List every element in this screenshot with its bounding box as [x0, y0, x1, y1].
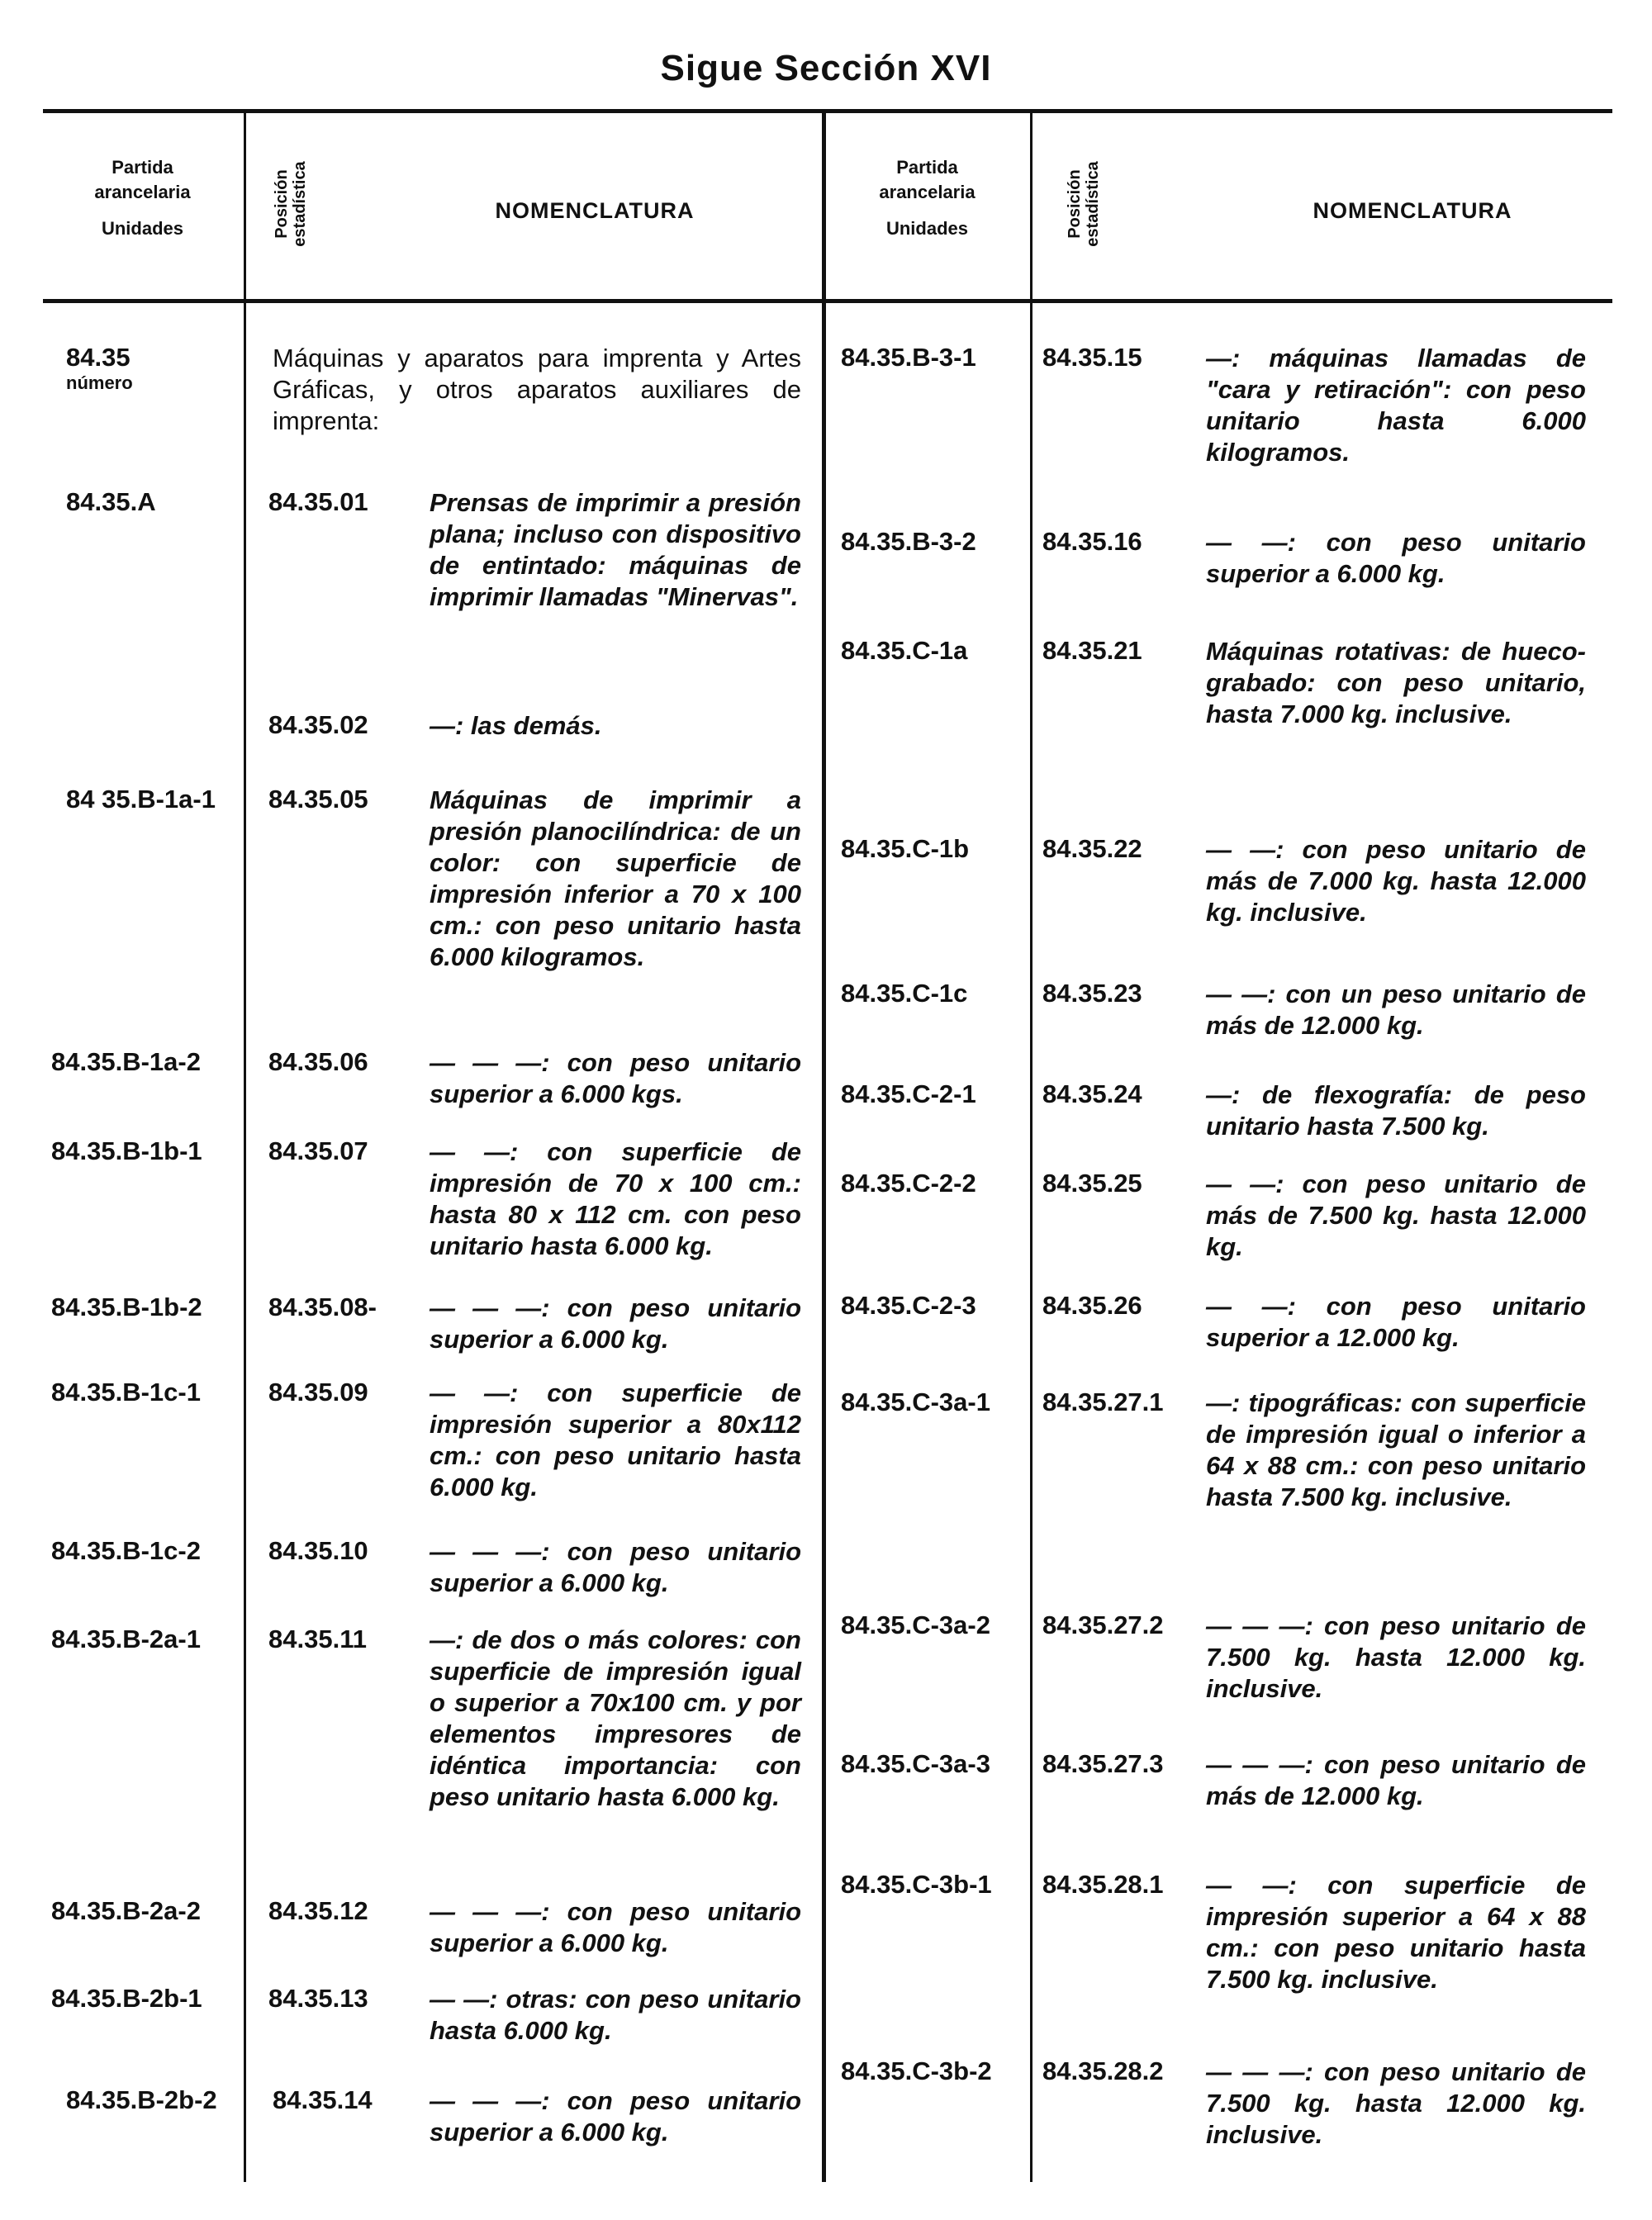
partida-code: 84.35.B-1c-2 [51, 1536, 201, 1565]
posicion-code: 84.35.23 [1042, 979, 1142, 1008]
nomenclatura-text: Prensas de imprimir a presión plana; incluso con dispositivo de entintado: máquinas de imprimir llamadas "Minervas". [430, 488, 801, 611]
posicion-code: 84.35.06 [268, 1047, 368, 1076]
partida-code: 84.35.B-2b-2 [66, 2085, 217, 2114]
posicion-code: 84.35.27.2 [1042, 1610, 1164, 1639]
partida-code: 84.35.B-2a-2 [51, 1896, 201, 1925]
posicion-code: 84.35.27.3 [1042, 1749, 1164, 1778]
partida-code: 84.35.B-1c-1 [51, 1378, 201, 1406]
nomenclatura-text: — — —: con peso unitario superior a 6.000 kg. [430, 1293, 801, 1354]
partida-code: 84.35.B-1b-1 [51, 1136, 202, 1165]
nomenclatura-text: Máquinas rotativas: de hueco-grabado: con peso unitario, hasta 7.000 kg. inclusive. [1206, 637, 1586, 728]
nomenclatura-text: — —: con peso unitario de más de 7.000 kg. hasta 12.000 kg. inclusive. [1206, 835, 1586, 927]
nomenclatura-text: — —: con superficie de impresión superior a 64 x 88 cm.: con peso unitario hasta 7.500 kg. inclusive. [1206, 1871, 1586, 1994]
partida-code: 84.35.C-3a-3 [841, 1749, 990, 1778]
header-posicion: Posición estadística [1066, 161, 1102, 247]
partida-code: 84.35 número [66, 343, 133, 393]
nomenclatura-text: —: de dos o más colores: con superficie de impresión igual o superior a 70x100 cm. y por elementos impresores de idéntica importancia: con peso unitario hasta 6.000 kg. [430, 1625, 801, 1811]
nomenclatura-text: —: tipográficas: con superficie de impresión igual o inferior a 64 x 88 cm.: con peso unitario hasta 7.500 kg. inclusive. [1206, 1388, 1586, 1511]
partida-code: 84.35.C-2-3 [841, 1291, 976, 1320]
posicion-code: 84.35.07 [268, 1136, 368, 1165]
partida-code: 84.35.B-3-2 [841, 527, 976, 556]
nomenclatura-text: — — —: con peso unitario de 7.500 kg. hasta 12.000 kg. inclusive. [1206, 2057, 1586, 2149]
posicion-code: 84.35.15 [1042, 343, 1142, 372]
header-bottom-rule [43, 299, 1612, 303]
header-nomenclatura: NOMENCLATURA [495, 198, 695, 223]
partida-code: 84.35.C-2-1 [841, 1079, 976, 1108]
partida-code: 84.35.C-1a [841, 636, 968, 665]
posicion-code: 84.35.26 [1042, 1291, 1142, 1320]
partida-code: 84.35.C-1c [841, 979, 968, 1008]
partida-code: 84.35.C-3a-2 [841, 1610, 990, 1639]
posicion-code: 84.35.02 [268, 710, 368, 739]
partida-code: 84.35.C-1b [841, 834, 970, 863]
nomenclatura-text: — —: con peso unitario superior a 12.000 kg. [1206, 1292, 1586, 1352]
nomenclatura-text: —: las demás. [430, 711, 602, 740]
nomenclatura-text: — —: con peso unitario de más de 7.500 kg. hasta 12.000 kg. [1206, 1169, 1586, 1261]
header-nomenclatura: NOMENCLATURA [1313, 198, 1512, 223]
column-divider [244, 113, 246, 2182]
nomenclatura-text: — —: con superficie de impresión de 70 x 100 cm.: hasta 80 x 112 cm. con peso unitario hasta 6.000 kg. [430, 1137, 801, 1260]
nomenclatura-text: — — —: con peso unitario superior a 6.000 kg. [430, 2086, 801, 2146]
posicion-code: 84.35.28.1 [1042, 1870, 1164, 1899]
nomenclatura-text: Máquinas y aparatos para imprenta y Artes Gráficas, y otros aparatos auxiliares de imprenta: [273, 344, 801, 435]
posicion-code: 84.35.13 [268, 1984, 368, 2013]
header-partida: Partida arancelaria Unidades [94, 157, 191, 239]
partida-code: 84.35.C-3b-2 [841, 2056, 992, 2085]
nomenclatura-text: — — —: con peso unitario superior a 6.000 kg. [430, 1537, 801, 1597]
posicion-code: 84.35.09 [268, 1378, 368, 1406]
partida-code: 84.35.B-1a-2 [51, 1047, 201, 1076]
partida-code: 84.35.B-2a-1 [51, 1625, 201, 1653]
nomenclatura-text: — — —: con peso unitario superior a 6.000 kg. [430, 1897, 801, 1957]
nomenclatura-text: Máquinas de imprimir a presión planocilíndrica: de un color: con superficie de impresión inferior a 70 x 100 cm.: con peso unitario hasta 6.000 kilogramos. [430, 785, 801, 971]
nomenclatura-text: —: de flexografía: de peso unitario hasta 7.500 kg. [1206, 1080, 1586, 1141]
partida-code: 84.35.C-2-2 [841, 1169, 976, 1198]
posicion-code: 84.35.10 [268, 1536, 368, 1565]
nomenclatura-text: —: máquinas llamadas de "cara y retiración": con peso unitario hasta 6.000 kilogramos. [1206, 344, 1586, 467]
posicion-code: 84.35.28.2 [1042, 2056, 1164, 2085]
partida-code: 84.35.B-1b-2 [51, 1293, 202, 1321]
posicion-code: 84.35.08- [268, 1293, 377, 1321]
posicion-code: 84.35.16 [1042, 527, 1142, 556]
partida-code: 84.35.B-3-1 [841, 343, 976, 372]
header-posicion: Posición estadística [273, 161, 309, 247]
table-top-rule [43, 109, 1612, 113]
posicion-code: 84.35.01 [268, 487, 368, 516]
center-divider [822, 113, 826, 2182]
posicion-code: 84.35.05 [268, 785, 368, 814]
partida-code: 84.35.B-2b-1 [51, 1984, 202, 2013]
page-title: Sigue Sección XVI [660, 48, 992, 88]
posicion-code: 84.35.27.1 [1042, 1388, 1164, 1416]
column-divider [1030, 113, 1032, 2182]
nomenclatura-text: — —: con un peso unitario de más de 12.000 kg. [1206, 980, 1586, 1040]
nomenclatura-text: — — —: con peso unitario de 7.500 kg. hasta 12.000 kg. inclusive. [1206, 1611, 1586, 1703]
posicion-code: 84.35.25 [1042, 1169, 1142, 1198]
nomenclatura-text: — —: con superficie de impresión superior a 80x112 cm.: con peso unitario hasta 6.000 kg. [430, 1378, 801, 1501]
posicion-code: 84.35.21 [1042, 636, 1142, 665]
posicion-code: 84.35.22 [1042, 834, 1142, 863]
posicion-code: 84.35.11 [268, 1625, 367, 1653]
nomenclatura-text: — —: otras: con peso unitario hasta 6.000 kg. [430, 1985, 801, 2045]
partida-code: 84.35.C-3b-1 [841, 1870, 992, 1899]
posicion-code: 84.35.14 [273, 2085, 373, 2114]
nomenclatura-text: — —: con peso unitario superior a 6.000 kg. [1206, 528, 1586, 588]
nomenclatura-text: — — —: con peso unitario de más de 12.000 kg. [1206, 1750, 1586, 1810]
posicion-code: 84.35.24 [1042, 1079, 1142, 1108]
header-partida: Partida arancelaria Unidades [879, 157, 976, 239]
partida-code: 84.35.A [66, 487, 156, 516]
posicion-code: 84.35.12 [268, 1896, 368, 1925]
partida-code: 84.35.C-3a-1 [841, 1388, 990, 1416]
nomenclatura-text: — — —: con peso unitario superior a 6.000 kgs. [430, 1048, 801, 1108]
partida-code: 84 35.B-1a-1 [66, 785, 216, 814]
